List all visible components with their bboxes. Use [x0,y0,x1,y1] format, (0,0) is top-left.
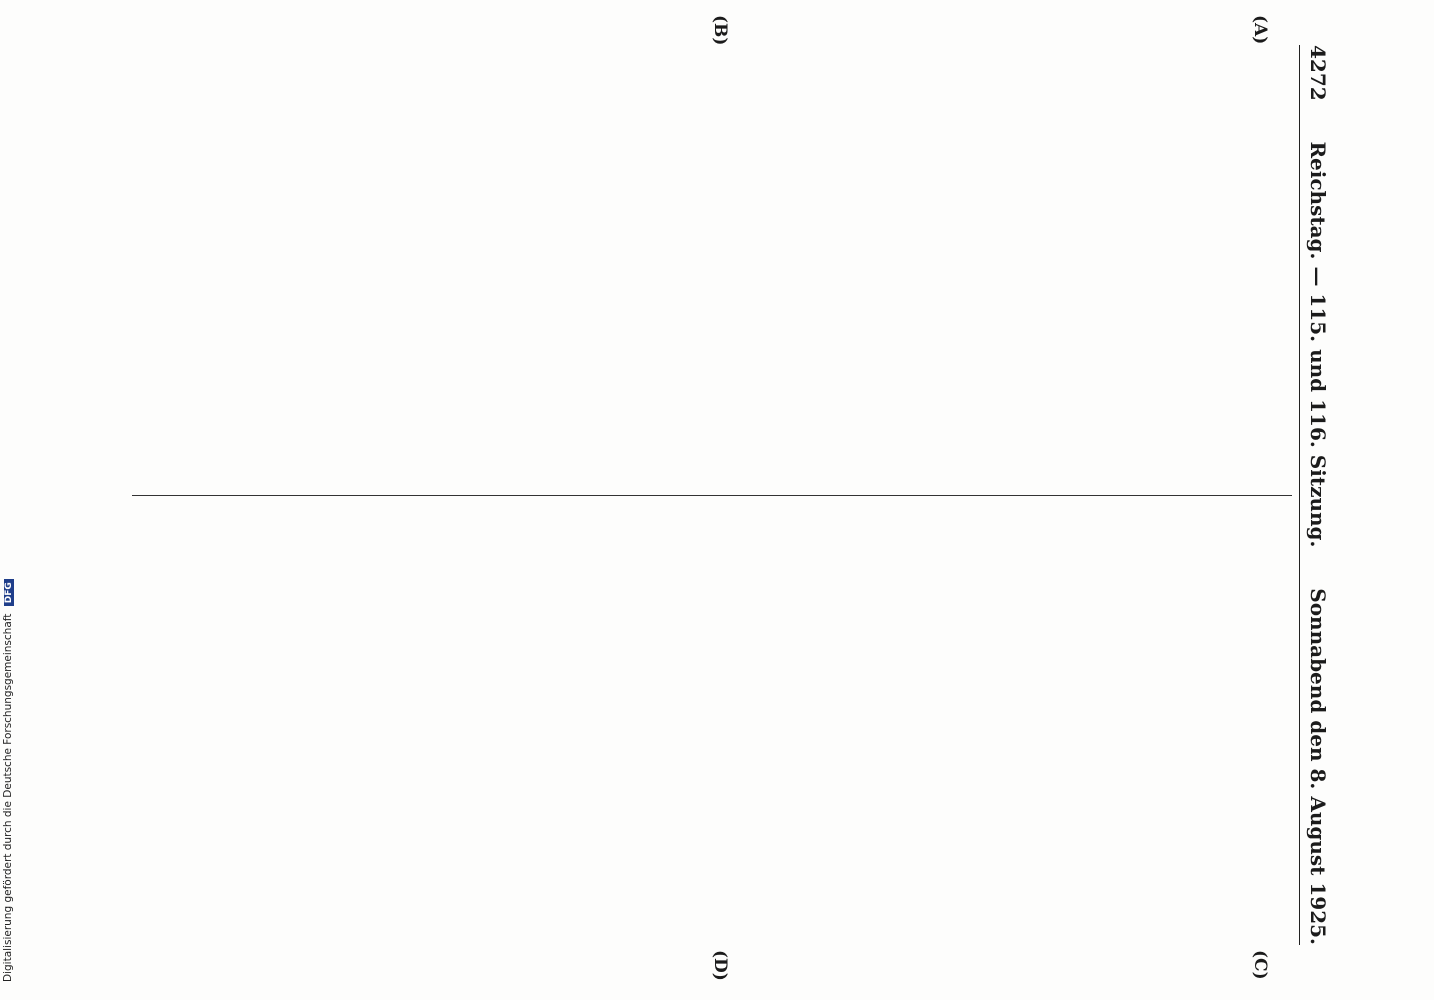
margin-marker-d: (D) [710,950,730,981]
header-title: Reichstag. — 115. und 116. Sitzung. [1306,141,1330,548]
margin-marker-c: (C) [1250,950,1270,980]
header-date: Sonnabend den 8. August 1925. [1306,588,1330,945]
rotated-page-content [70,15,1330,981]
page-header [1302,45,1330,945]
column-divider [132,495,1292,496]
margin-marker-a: (A) [1250,15,1270,45]
margin-marker-b: (B) [710,15,730,46]
left-text-column [108,45,1288,475]
dfg-logo: DFG [4,579,14,606]
header-rule [1299,45,1300,945]
page-number: 4272 [1306,45,1330,101]
right-text-column [108,515,1288,945]
funding-note: Digitalisierung gefördert durch die Deutsche Forschungsgemeinschaft [2,613,14,982]
